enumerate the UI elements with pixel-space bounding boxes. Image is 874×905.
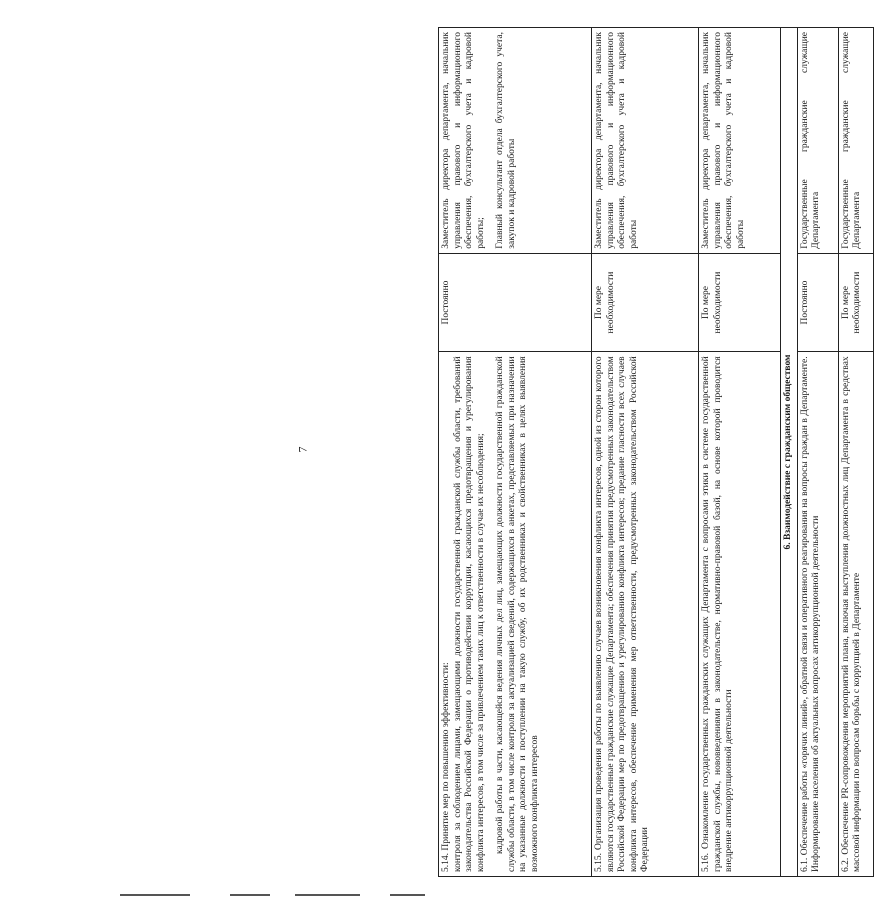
action-cell: 6.1. Обеспечение работы «горячих линий», обратной связи и оперативного реагирования на вопросы граждан в Департаменте. Информирование населения об актуальных вопросах антикоррупционной деятельности — [797, 352, 838, 877]
plan-table — [438, 27, 874, 877]
table-row — [699, 28, 781, 877]
responsible-cell — [439, 28, 592, 254]
section-heading-row — [781, 28, 798, 877]
term-cell: Постоянно — [797, 253, 838, 352]
table-row — [439, 28, 592, 877]
action-cell: 5.15. Организация проведения работы по выявлению случаев возникновения конфликта интересов, одной из сторон которого являются государственные гражданские служащие Департамента; обеспечения принятия предусмотренных законодательством Российской Федерации мер по предотвращению и урегулированию конфликта интересов; предание гласности всех случаев конфликта интересов, обеспечение применения мер ответственности, предусмотренных законодательством Российской Федерации — [592, 352, 699, 877]
action-text: 5.14. Принятие мер по повышению эффективности: контроля за соблюдением лицами, замещающими должности государственной гражданской службы области, требований законодательства Российской Федерации о противодействии коррупции, касающихся предотвращения и урегулирования конфликта интересов, в том числе за привлечением таких лиц к ответственности в случае их несоблюдения; — [441, 356, 486, 872]
term-cell: По мере необходимости — [592, 253, 699, 352]
action-cell: 6.2. Обеспечение PR-сопровождения мероприятий плана, включая выступления должностных лиц Департамента в средствах массовой информации по вопросам борьбы с коррупцией в Департаменте — [838, 352, 873, 877]
responsible-cell: Государственные гражданские служащие Департамента — [797, 28, 838, 254]
action-cell: 5.16. Ознакомление государственных гражданских служащих Департамента с вопросами этики в системе государственной гражданской службы, нововведениями в законодательстве, нормативно-правовой базой, на основе которой проводится внедрение антикоррупционной деятельности — [699, 352, 781, 877]
responsible-text-2: Главный консультант отдела бухгалтерского учета, закупок и кадровой работы — [495, 32, 517, 249]
table-row — [838, 28, 873, 877]
term-cell: По мере необходимости — [699, 253, 781, 352]
responsible-cell: Заместитель директора департамента, начальник управления правового и информационного обеспечения, бухгалтерского учета и кадровой работы — [592, 28, 699, 254]
page-number: 7 — [295, 446, 310, 453]
action-text-2: кадровой работы в части, касающейся ведения личных дел лиц, замещающих должности государственной гражданской службы области, в том числе контроля за актуализацией сведений, содержащихся в анкетах, представляемых при назначении на указанные должности и поступлении на такую службу, об их родственниках и свойственниках в целях выявления возможного конфликта интересов — [495, 356, 541, 872]
section-heading: 6. Взаимодействие с гражданским обществом — [781, 28, 798, 877]
term-cell: По мере необходимости — [838, 253, 873, 352]
table-row — [797, 28, 838, 877]
term-cell: Постоянно — [439, 253, 592, 352]
responsible-cell: Государственные гражданские служащие Департамента — [838, 28, 873, 254]
scan-artifact-lines — [120, 890, 520, 900]
action-cell — [439, 352, 592, 877]
responsible-text: Заместитель директора департамента, начальник управления правового и информационного обеспечения, бухгалтерского учета и кадровой работы; — [441, 32, 486, 249]
responsible-cell: Заместитель директора департамента, начальник управления правового и информационного обеспечения, бухгалтерского учета и кадровой работы — [699, 28, 781, 254]
table-row — [592, 28, 699, 877]
